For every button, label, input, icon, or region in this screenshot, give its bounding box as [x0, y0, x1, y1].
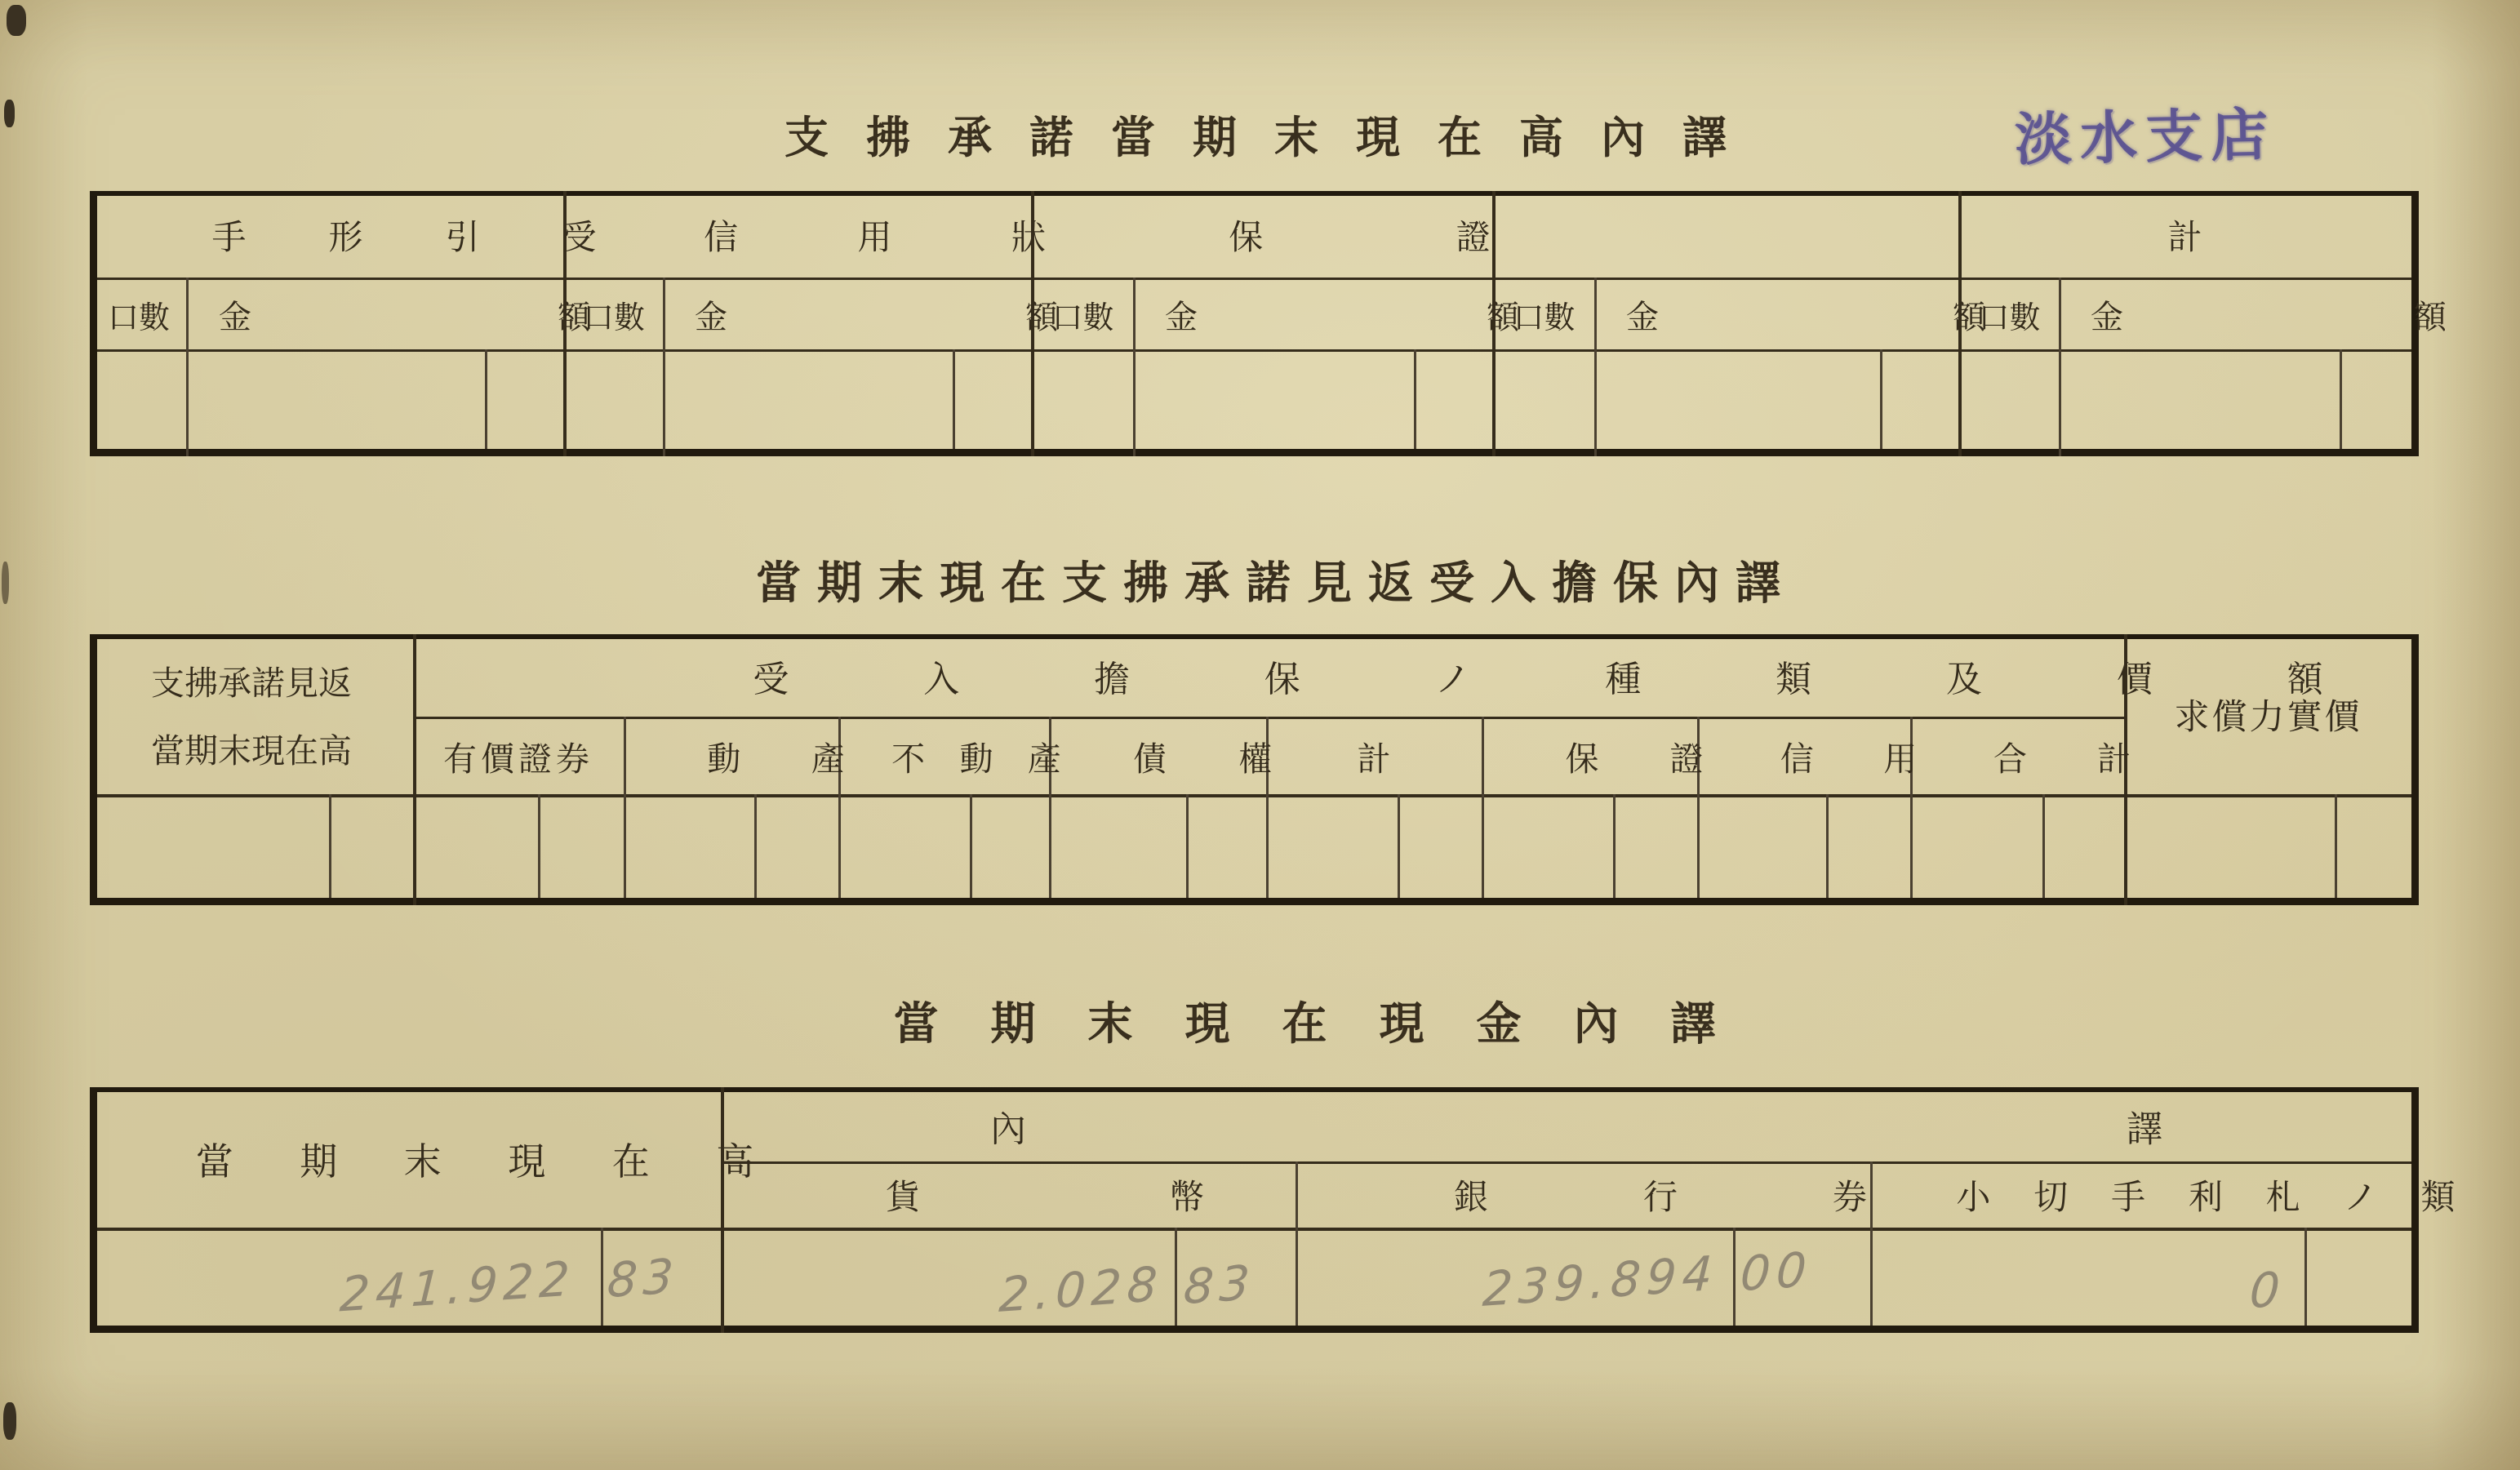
t1-group-header-total: 計: [2167, 217, 2202, 257]
grid-line: [90, 794, 2419, 797]
t1-count-header: 口數: [1513, 299, 1576, 335]
paper-speck: [7, 5, 26, 36]
grid-line: [2059, 278, 2061, 456]
t2-left-header: [93, 637, 410, 792]
t3-value-cheques-main: 0: [2248, 1260, 2287, 1320]
grid-line: [953, 349, 955, 449]
t1-amount-header: [2062, 282, 2520, 346]
grid-line: [601, 1228, 603, 1326]
grid-line: [1398, 794, 1400, 898]
t3-value-banknotes-main: 239.894: [1481, 1245, 1720, 1317]
grid-line: [2304, 1228, 2307, 1326]
grid-line: [329, 794, 331, 898]
grid-line: [413, 717, 2127, 719]
grid-line: [1880, 349, 1882, 449]
amount-label-right: 額: [1487, 298, 1519, 336]
amount-label-right: 額: [1953, 298, 1985, 336]
grid-line: [2042, 794, 2045, 898]
t2-left-header-line1: 支拂承諾見返: [151, 664, 352, 703]
grid-line: [970, 794, 972, 898]
t1-group-header-bill-acceptance: 手 形 引 受: [211, 217, 597, 257]
t2-col-header-claims: 債 權: [1133, 739, 1272, 779]
t2-col-header-credit: 信 用: [1780, 739, 1918, 779]
grid-line: [624, 717, 626, 898]
t1-group-header-guarantee: 保 證: [1229, 217, 1491, 257]
grid-line: [90, 349, 2419, 352]
t1-count-header: 口數: [1051, 299, 1114, 335]
amount-label-right: 額: [558, 298, 590, 336]
paper-speck: [4, 100, 15, 127]
table2-title: 當期末現在支拂承諾見返受入擔保內譯: [755, 556, 1797, 609]
t1-group-header-letter-of-credit: 信 用 狀: [704, 217, 1046, 257]
grid-line: [90, 1228, 2419, 1231]
t3-left-header-balance: 當 期 末 現 在 高: [195, 1139, 754, 1184]
t2-col-header-securities: 有價證券: [443, 739, 593, 779]
t1-count-header: 口數: [107, 299, 170, 335]
grid-line: [1826, 794, 1829, 898]
grid-line: [1482, 717, 1484, 898]
t3-value-coins-main: 2.028: [998, 1255, 1165, 1323]
t3-col-header-cheques: 小 切 手 利 札 ノ 類: [1956, 1177, 2456, 1217]
grid-line: [90, 1326, 2419, 1333]
t2-col-header-subtotal: 計: [1357, 739, 1391, 779]
t3-value-balance-sen: 83: [606, 1247, 681, 1309]
amount-label-right: 額: [2414, 298, 2447, 336]
t3-col-header-banknotes: 銀 行 券: [1453, 1177, 1867, 1217]
t3-span-header-left: 內: [990, 1108, 1026, 1150]
t3-value-banknotes-sen: 00: [1739, 1241, 1814, 1303]
table3-title: 當期末現在現金內譯: [893, 997, 1768, 1050]
t2-col-header-real-estate: 不 動 產: [891, 739, 1061, 779]
grid-line: [1594, 278, 1597, 456]
amount-label-left: 金: [2091, 298, 2123, 336]
grid-line: [538, 794, 540, 898]
grid-line: [2340, 349, 2342, 449]
amount-label-left: 金: [219, 298, 251, 336]
grid-line: [186, 278, 189, 456]
t3-span-header-right: 譯: [2127, 1108, 2162, 1150]
t2-col-header-movables: 動 產: [707, 739, 845, 779]
grid-line: [1613, 794, 1616, 898]
amount-label-left: 金: [1626, 298, 1659, 336]
grid-line: [1414, 349, 1416, 449]
t3-value-balance-main: 241.922: [338, 1250, 577, 1323]
t2-span-header-collateral-kind-value: 受 入 擔 保 ノ 種 類 及 價 額: [753, 658, 2323, 700]
grid-line: [721, 1161, 2419, 1164]
t3-value-coins-sen: 83: [1182, 1254, 1257, 1316]
t2-col-header-grand-total: 合 計: [1993, 739, 2131, 779]
t1-count-header: 口數: [1978, 299, 2041, 335]
t1-count-header: 口數: [582, 299, 645, 335]
grid-line: [1133, 278, 1136, 456]
t2-col-header-guarantee: 保 證: [1565, 739, 1704, 779]
table1-title: 支拂承諾當期末現在高內譯: [784, 111, 1764, 163]
grid-line: [754, 794, 757, 898]
grid-line: [90, 278, 2419, 280]
amount-label-left: 金: [1165, 298, 1198, 336]
t3-col-header-coins: 貨 幣: [885, 1177, 1204, 1217]
t1-group-header-blank: [1496, 196, 1955, 274]
grid-line: [485, 349, 487, 449]
amount-label-left: 金: [695, 298, 727, 336]
branch-stamp: 淡水支店: [2014, 100, 2277, 174]
grid-line: [1186, 794, 1189, 898]
grid-line: [1175, 1228, 1177, 1326]
grid-line: [90, 449, 2419, 456]
amount-label-right: 額: [1025, 298, 1058, 336]
grid-line: [90, 898, 2419, 905]
grid-line: [2335, 794, 2337, 898]
paper-speck: [3, 1402, 16, 1440]
grid-line: [1733, 1228, 1736, 1326]
t2-right-header-recourse-value: 求償力實價: [2174, 696, 2362, 738]
t2-left-header-line2: 當期末現在高: [151, 731, 352, 771]
